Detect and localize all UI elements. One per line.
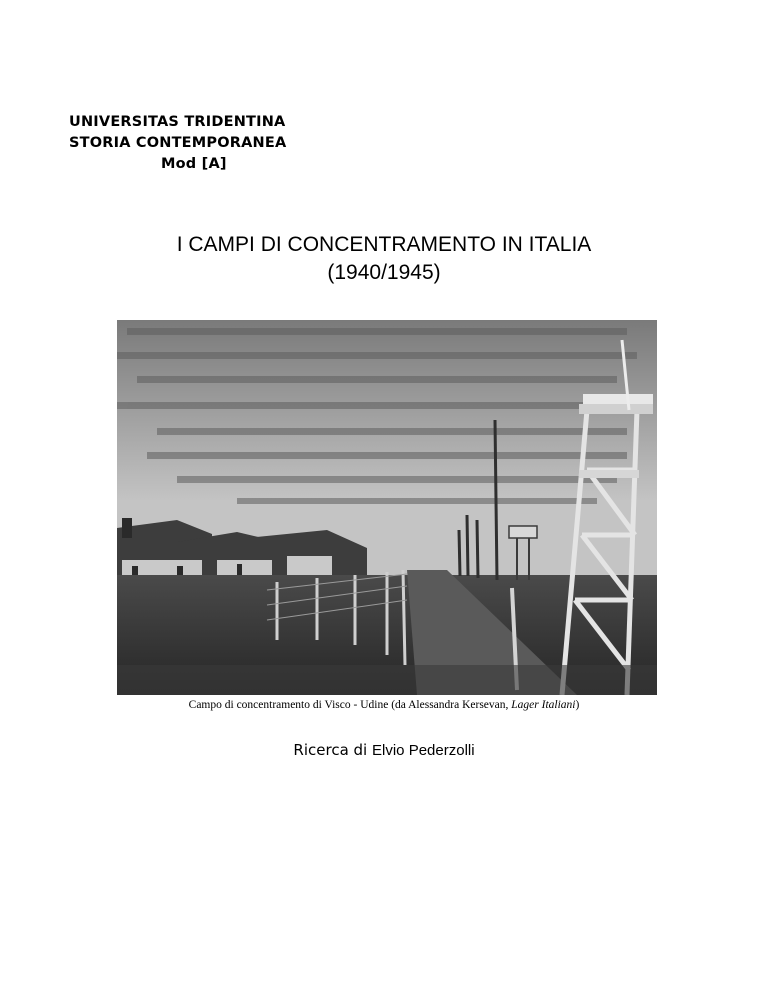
- caption-close: ): [575, 699, 580, 711]
- title-years: (1940/1945): [327, 261, 441, 284]
- document-title: [0, 231, 768, 287]
- course-name: STORIA CONTEMPORANEA: [69, 135, 287, 151]
- camp-photograph: [117, 320, 657, 695]
- author-name: Elvio Pederzolli: [372, 742, 475, 759]
- caption-book-title: Lager Italiani: [511, 699, 576, 711]
- author-line: [0, 740, 768, 761]
- author-lead: Ricerca di: [293, 741, 368, 759]
- photo-caption: [0, 698, 768, 712]
- module-label: Mod [A]: [161, 156, 227, 172]
- university-name: UNIVERSITAS TRIDENTINA: [69, 114, 286, 130]
- title-main: I CAMPI DI CONCENTRAMENTO IN ITALIA: [176, 233, 592, 256]
- caption-text: Campo di concentramento di Visco - Udine (da Alessandra Kersevan,: [188, 699, 512, 711]
- course-header: [69, 112, 286, 175]
